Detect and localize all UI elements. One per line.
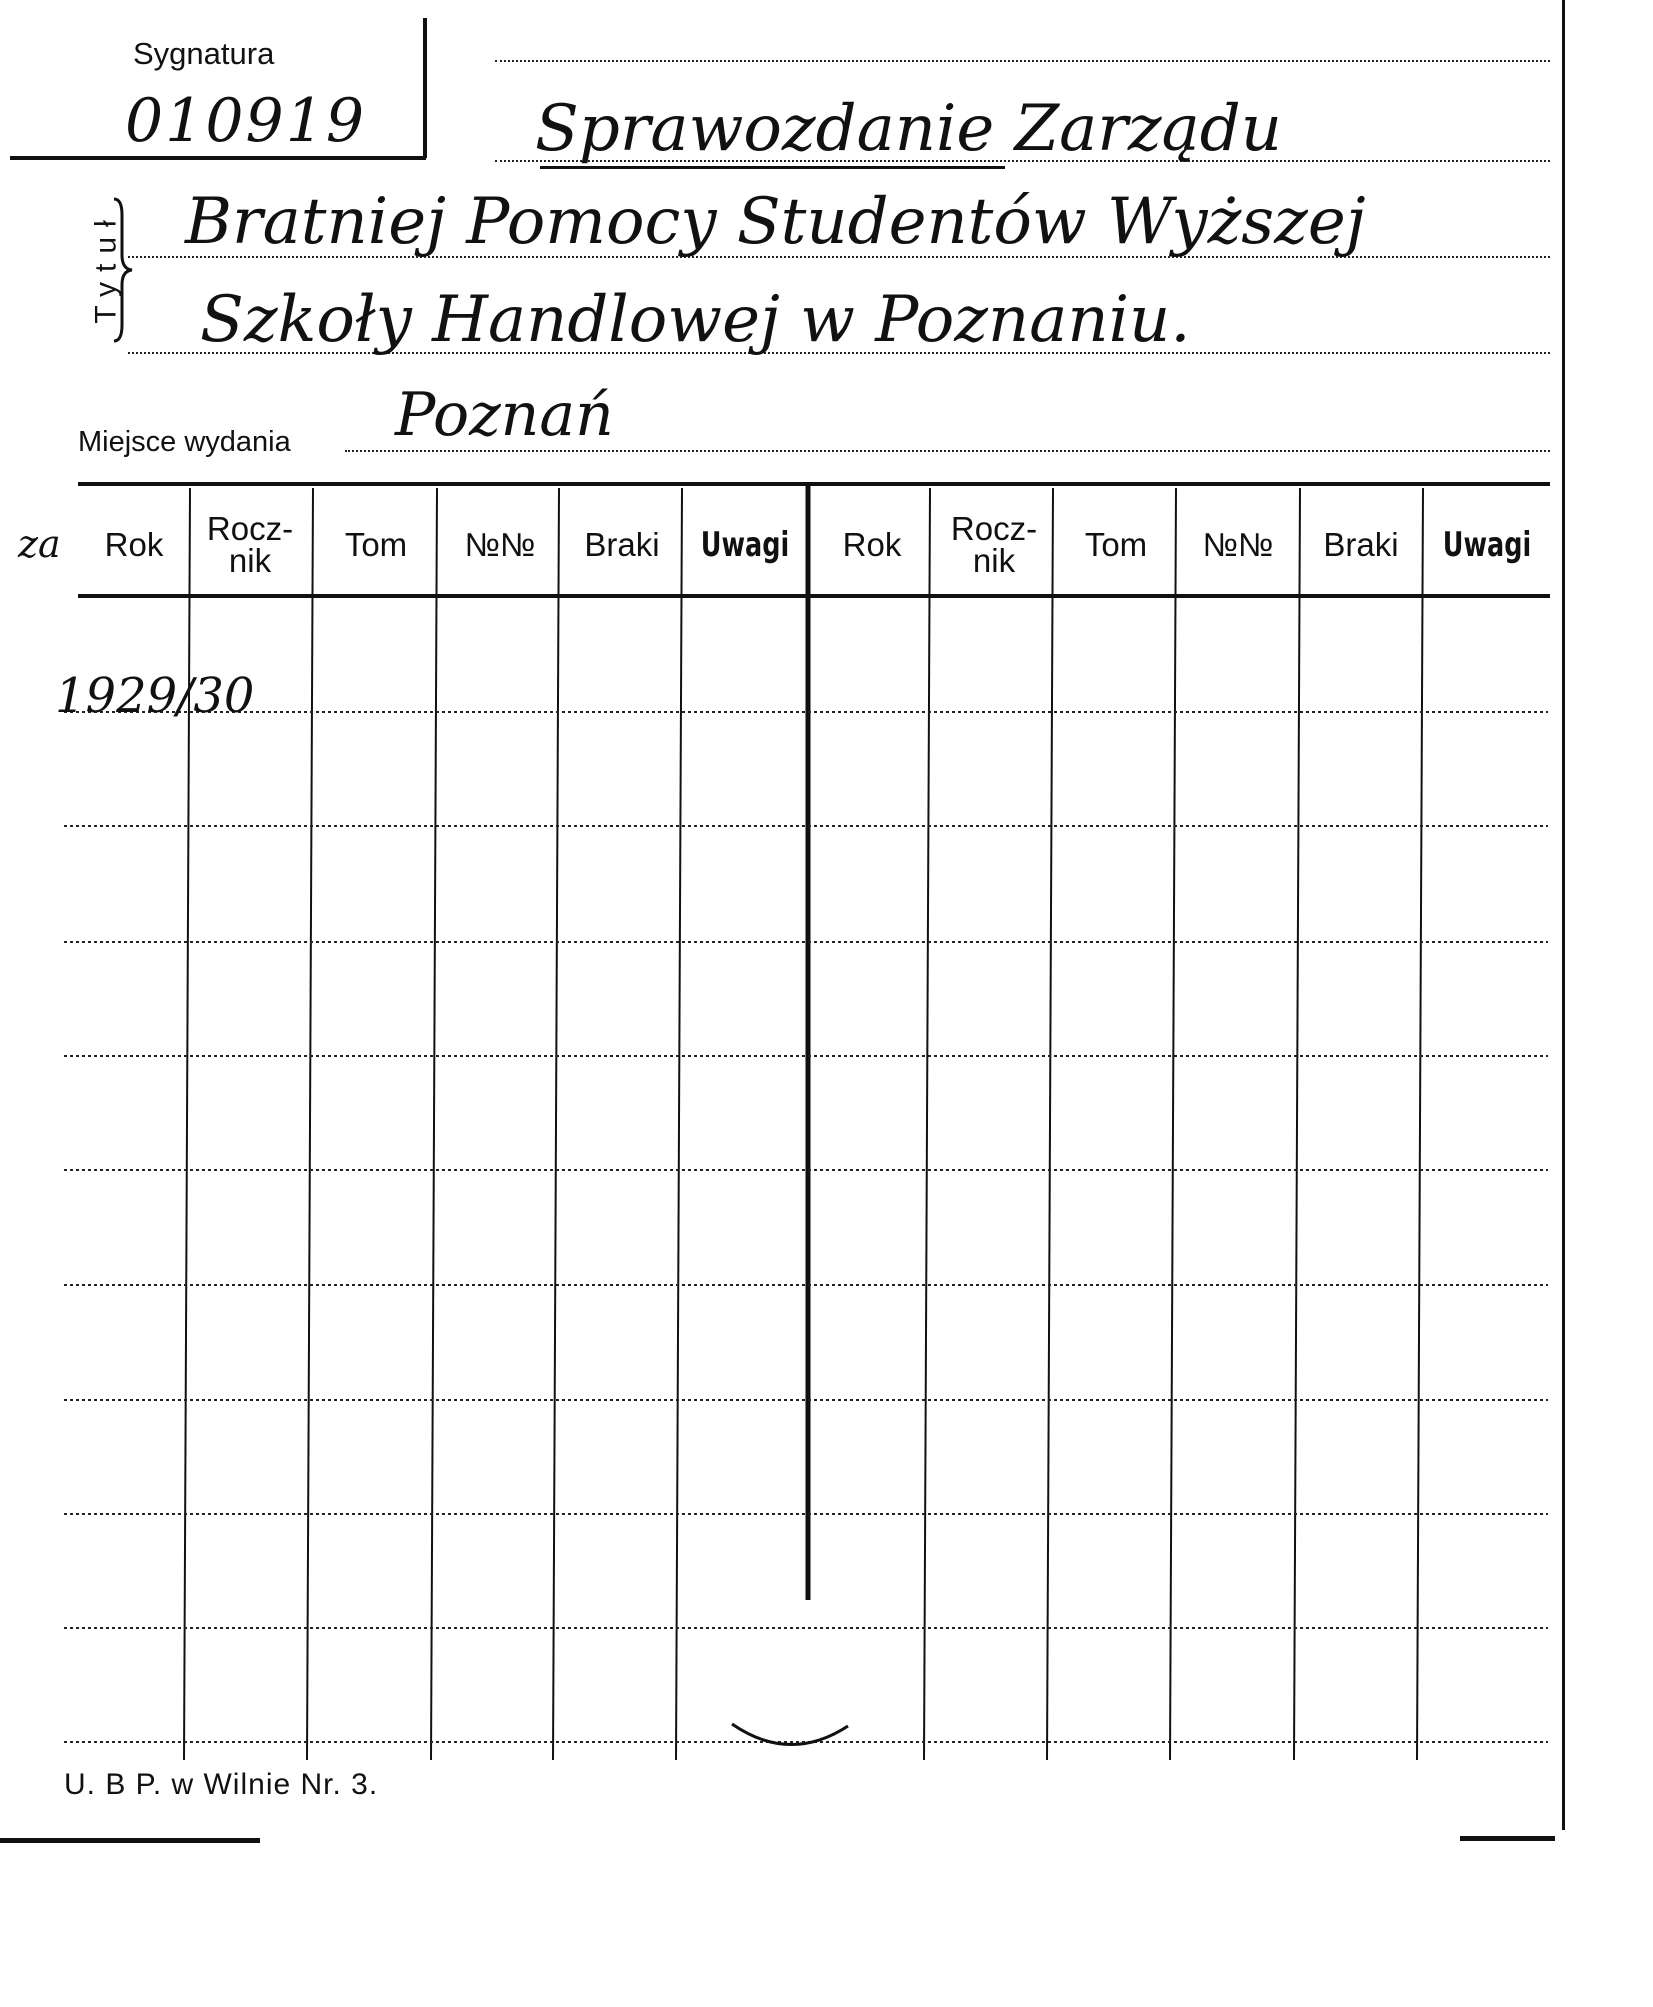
card-right-edge: [1562, 0, 1565, 1830]
card-bottom-edge-right: [1460, 1836, 1555, 1841]
header-rok-right: Rok: [842, 526, 902, 563]
title-handwritten-line-3: Szkoły Handlowej w Poznaniu.: [200, 283, 1191, 357]
title-handwritten-line-2: Bratniej Pomocy Studentów Wyższej: [185, 185, 1366, 259]
header-uwagi-right: Uwagi: [1442, 525, 1532, 565]
header-numbers-left: №№: [464, 526, 536, 563]
header-numbers-right: №№: [1202, 526, 1274, 563]
card-bottom-edge-left: [0, 1838, 260, 1843]
header-tom-left: Tom: [344, 526, 408, 563]
signature-value: 010919: [125, 86, 367, 156]
column-divider: [924, 488, 930, 1760]
column-divider: [553, 488, 559, 1760]
place-label: Miejsce wydania: [78, 426, 291, 458]
column-divider: [676, 488, 682, 1760]
column-divider: [431, 488, 437, 1760]
column-divider: [1417, 488, 1423, 1760]
title-side-label: Tytuł: [89, 210, 123, 324]
place-value: Poznań: [395, 380, 614, 450]
column-divider: [1170, 488, 1176, 1760]
header-rocznik-left: Rocz- nik: [206, 510, 294, 579]
header-braki-right: Braki: [1323, 526, 1399, 563]
header-rok-left: Rok: [104, 526, 164, 563]
header-rocznik-right: Rocz- nik: [950, 510, 1038, 579]
card-tab-notch: [730, 1720, 870, 1760]
column-divider: [1294, 488, 1300, 1760]
title-handwritten-line-1: Sprawozdanie Zarządu: [535, 92, 1282, 166]
header-uwagi-left: Uwagi: [700, 525, 790, 565]
signature-label: Sygnatura: [133, 36, 275, 71]
header-tom-right: Tom: [1084, 526, 1148, 563]
header-braki-left: Braki: [584, 526, 660, 563]
table-row-year: 1929/30: [55, 668, 255, 724]
footer-imprint: U. B P. w Wilnie Nr. 3.: [64, 1768, 379, 1801]
column-divider: [307, 488, 313, 1760]
column-divider: [1047, 488, 1053, 1760]
table-prefix-note: za: [18, 522, 61, 566]
